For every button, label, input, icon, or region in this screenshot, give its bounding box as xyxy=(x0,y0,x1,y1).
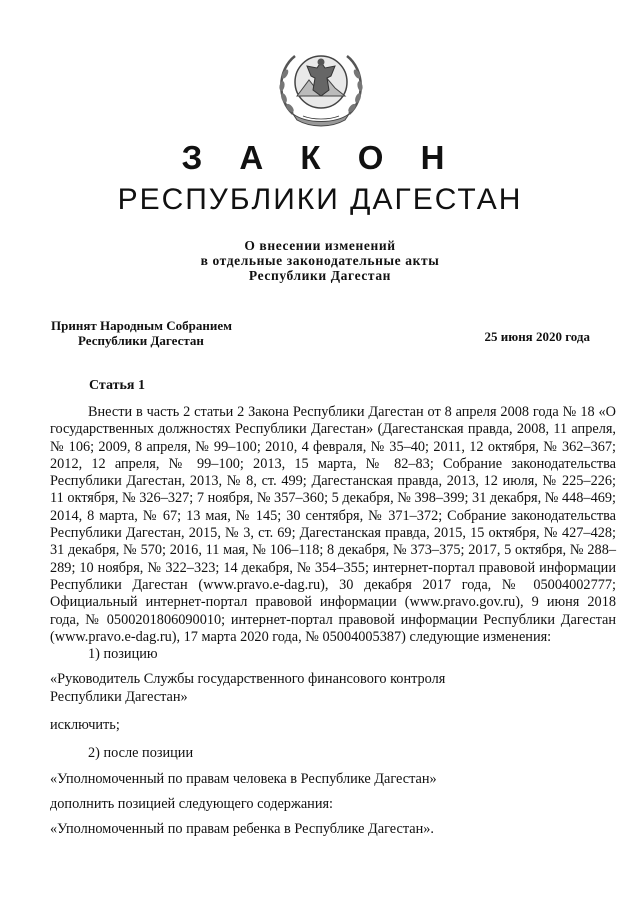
item-1-quote-line: Республики Дагестан» xyxy=(50,688,188,705)
adoption-date: 25 июня 2020 года xyxy=(484,329,590,344)
article-body xyxy=(50,404,616,839)
document-type-title: З А К О Н xyxy=(181,139,459,176)
adopted-by-line: Республики Дагестан xyxy=(78,333,204,348)
adopted-by xyxy=(51,318,232,348)
article-intro-paragraph: Внести в часть 2 статьи 2 Закона Республики Дагестан от 8 апреля 2008 года № 18 «О государственных должностях Республики Дагестан» (Дагестанская правда, 2008, 11 апреля, № 106; 2009, 8 апреля, № 99–100; 2010, 4 февраля, № 35–40; 2011, 12 октября, № 362–367; 2012, 12 апреля, № 99–100; 2013, 15 марта, № 82–83; Собрание законодательства Республики Дагестан, 2013, № 8, ст. 499; Дагестанская правда, 2013, 12 июля, № 225–226; 11 октября, № 326–327; 7 ноября, № 357–360; 5 декабря, № 398–399; 31 декабря, № 448–469; 2014, 8 марта, № 67; 13 мая, № 145; 30 сентября, № 371–372; Собрание законодательства Республики Дагестан, 2015, № 3, ст. 69; Дагестанская правда, 2015, 15 октября, № 427–428; 31 декабря, № 570; 2016, 11 мая, № 106–118; 8 декабря, № 373–375; 2017, 5 октября, № 288–289; 10 ноября, № 322–323; 14 декабря, № 354–355; интернет-портал правовой информации Республики Дагестан (www.pravo.e-dag.ru), 30 декабря 2017 года, № 05004002777; Официальный интернет-портал правовой информации (www.pravo.gov.ru), 9 июня 2018 года, № 0500201806090010; интернет-портал правовой информации Республики Дагестан (www.pravo.e-dag.ru), 17 марта 2020 года, № 05004005387) следующие изменения: xyxy=(50,404,616,645)
item-2-quote: «Уполномоченный по правам человека в Республике Дагестан» xyxy=(50,770,437,787)
law-subject-line: в отдельные законодательные акты xyxy=(200,253,440,268)
item-1-quote xyxy=(50,671,616,706)
dagestan-coat-of-arms-icon xyxy=(271,44,371,132)
article-heading: Статья 1 xyxy=(89,378,145,393)
law-subject-line: Республики Дагестан xyxy=(248,268,392,283)
adopted-by-line: Принят Народным Собранием xyxy=(51,318,233,333)
item-2-label: 2) после позиции xyxy=(88,745,194,762)
item-1-quote-line: «Руководитель Службы государственного финансового контроля xyxy=(50,671,446,688)
republic-title: РЕСПУБЛИКИ ДАГЕСТАН xyxy=(117,183,523,216)
item-1-action: исключить; xyxy=(50,717,120,734)
item-1-label: 1) позицию xyxy=(88,646,158,663)
item-2-new-position: «Уполномоченный по правам ребенка в Республике Дагестан». xyxy=(50,821,434,838)
item-2-action: дополнить позицией следующего содержания: xyxy=(50,795,334,812)
law-subject xyxy=(0,238,640,283)
law-subject-line: О внесении изменений xyxy=(244,238,396,253)
